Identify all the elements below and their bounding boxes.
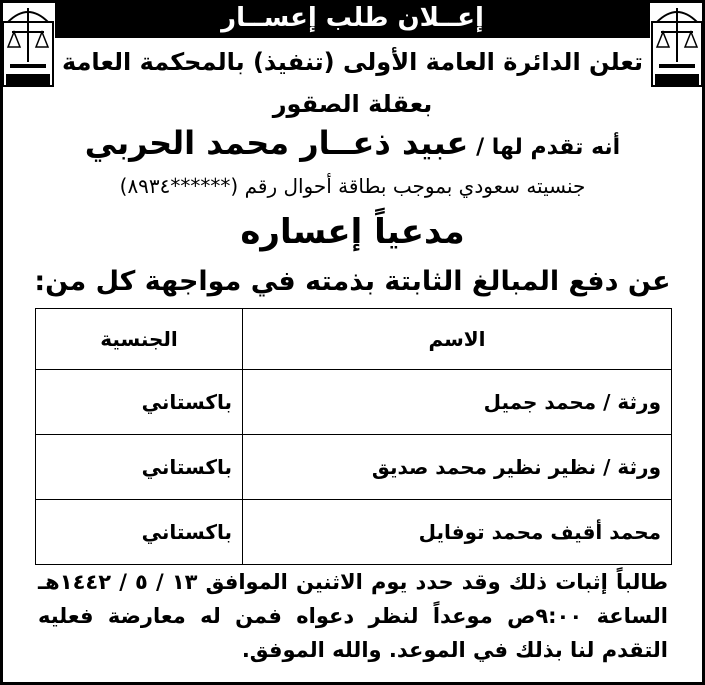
creditor-name: محمد أقيف محمد توفايل [243,500,672,565]
creditors-table [35,308,672,565]
obligation-text: عن دفع المبالغ الثابتة بذمته في مواجهة كل من: [34,266,671,297]
creditor-name: ورثة / محمد جميل [243,370,672,435]
creditor-name: ورثة / نظير نظير محمد صديق [243,435,672,500]
applicant-id-line: جنسيته سعودي بموجب بطاقة أحوال رقم (******٨٩٣٤) [119,174,586,198]
claim-heading: مدعياً إعساره [240,212,465,252]
footer-line-3: التقدم لنا بذلك في الموعد. والله الموفق. [241,638,668,662]
table-header-row [36,309,672,370]
footer-line-1: طالباً إثبات ذلك وقد حدد يوم الاثنين الموافق ١٣ / ٥ / ١٤٤٢هـ [38,570,669,594]
column-header-nationality: الجنسية [36,309,243,370]
column-header-name: الاسم [243,309,672,370]
table-row [36,500,672,565]
table-row [36,370,672,435]
footer-line-2: الساعة ٩:٠٠ص موعداً لنظر دعواه فمن له معارضة فعليه [38,604,668,628]
applicant-name: عبيد ذعــار محمد الحربي [84,124,469,162]
applicant-line [0,124,705,162]
creditor-nationality: باكستاني [36,370,243,435]
creditor-nationality: باكستاني [36,500,243,565]
intro-text: تعلن الدائرة العامة الأولى (تنفيذ) بالمحكمة العامة [62,48,643,76]
table-row [36,435,672,500]
court-location: بعقلة الصقور [272,90,433,118]
creditor-nationality: باكستاني [36,435,243,500]
applicant-prefix: أنه تقدم لها / [476,135,621,160]
notice-title: إعــلان طلب إعســار [55,0,650,38]
